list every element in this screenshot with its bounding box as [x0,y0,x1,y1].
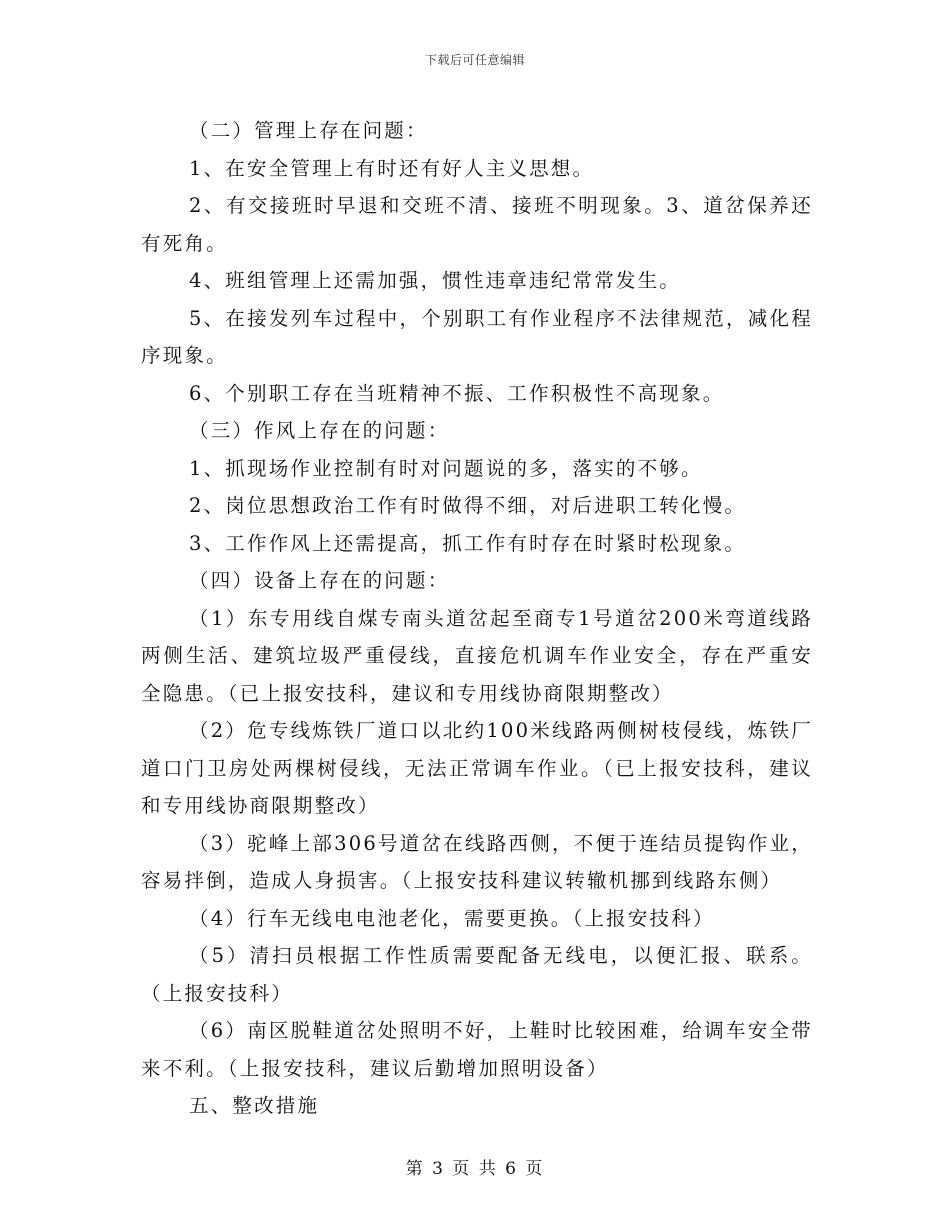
page-footer: 第 3 页 共 6 页 [405,1159,545,1179]
paragraph: （1）东专用线自煤专南头道岔起至商专1号道岔200米弯道线路两侧生活、建筑垃圾严重侵线，直接危机调车作业安全，存在严重安全隐患。（已上报安技科，建议和专用线协商限期整改） [141,606,813,705]
paragraph: 6、个别职工存在当班精神不振、工作积极性不高现象。 [189,381,725,405]
paragraph: 5、在接发列车过程中，个别职工有作业程序不法律规范，减化程序现象。 [141,306,813,367]
section-heading-equipment: （四）设备上存在的问题： [189,569,450,592]
section-heading-management: （二）管理上存在问题： [189,119,428,142]
paragraph: 1、抓现场作业控制有时对问题说的多，落实的不够。 [189,456,703,480]
paragraph: 1、在安全管理上有时还有好人主义思想。 [189,156,595,180]
paragraph: （2）危专线炼铁厂道口以北约100米线路两侧树枝侵线，炼铁厂道口门卫房处两棵树侵线，无法正常调车作业。（已上报安技科，建议和专用线协商限期整改） [141,719,813,817]
page-header: 下载后可任意编辑 [424,53,525,67]
paragraph: （3）驼峰上部306号道岔在线路西侧，不便于连结员提钩作业，容易拌倒，造成人身损害。（上报安技科建议转辙机挪到线路东侧） [141,831,813,892]
document-body [141,112,813,1125]
paragraph: （6）南区脱鞋道岔处照明不好，上鞋时比较困难，给调车安全带来不利。（上报安技科，建议后勤增加照明设备） [141,1019,813,1080]
section-heading-workstyle: （三）作风上存在的问题： [189,419,450,442]
paragraph: （5）清扫员根据工作性质需要配备无线电，以便汇报、联系。（上报安技科） [141,944,813,1005]
paragraph: 2、有交接班时早退和交班不清、接班不明现象。3、道岔保养还有死角。 [141,194,813,255]
paragraph: （4）行车无线电电池老化，需要更换。（上报安技科） [189,906,715,930]
section-heading-measures: 五、整改措施 [189,1094,320,1117]
paragraph: 3、工作作风上还需提高，抓工作有时存在时紧时松现象。 [189,531,747,555]
paragraph: 4、班组管理上还需加强，惯性违章违纪常常发生。 [189,269,682,292]
paragraph: 2、岗位思想政治工作有时做得不细，对后进职工转化慢。 [189,494,747,517]
